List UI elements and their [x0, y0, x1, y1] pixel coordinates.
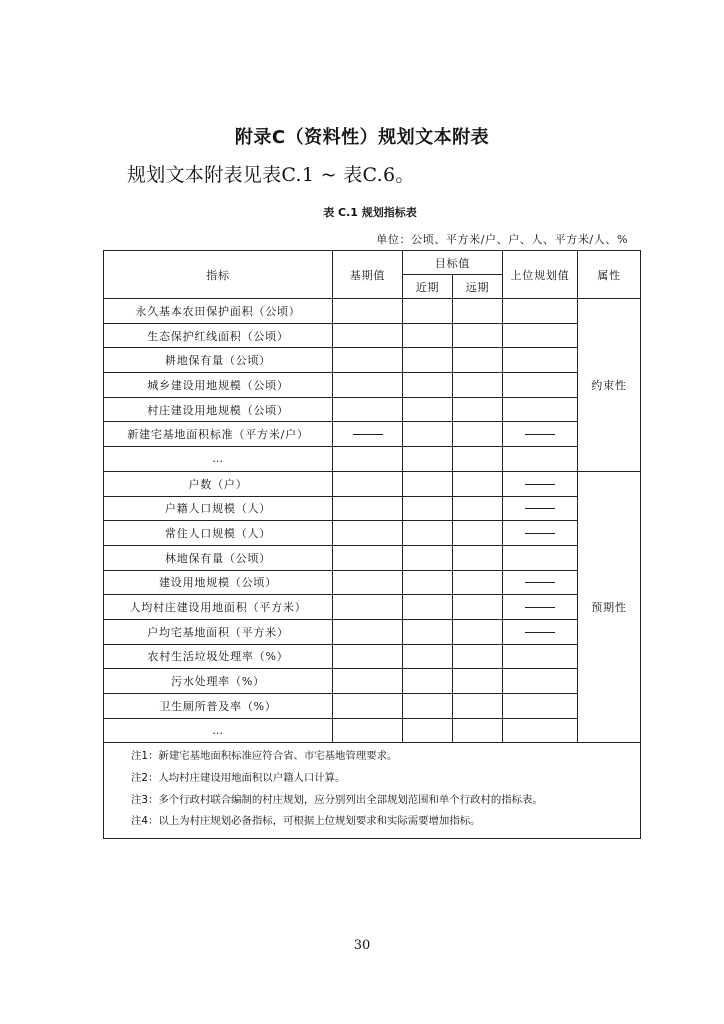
upper-plan-cell	[503, 373, 578, 398]
indicator-name: 户籍人口规模（人）	[104, 496, 333, 521]
near-term-cell	[403, 570, 453, 595]
near-term-cell	[403, 669, 453, 694]
near-term-cell	[403, 545, 453, 570]
base-value-cell	[333, 373, 403, 398]
long-term-cell	[453, 422, 503, 447]
not-applicable-dash	[525, 484, 555, 485]
indicator-name: 卫生厕所普及率（%）	[104, 694, 333, 719]
near-term-cell	[403, 323, 453, 348]
indicator-name: …	[104, 718, 333, 743]
base-value-cell	[333, 545, 403, 570]
base-value-cell	[333, 299, 403, 324]
long-term-cell	[453, 545, 503, 570]
table-notes	[104, 743, 641, 839]
upper-plan-cell	[503, 644, 578, 669]
long-term-cell	[453, 471, 503, 496]
indicator-name: 农村生活垃圾处理率（%）	[104, 644, 333, 669]
long-term-cell	[453, 397, 503, 422]
table-row	[104, 373, 641, 398]
not-applicable-dash	[525, 632, 555, 633]
planning-indicator-table	[103, 250, 641, 839]
indicator-name: …	[104, 447, 333, 472]
indicator-name: 林地保有量（公顷）	[104, 545, 333, 570]
header-base-value: 基期值	[333, 251, 403, 299]
intro-text: 规划文本附表见表C.1 ~ 表C.6。	[127, 164, 415, 186]
table-row	[104, 595, 641, 620]
base-value-cell	[333, 348, 403, 373]
upper-plan-cell	[503, 619, 578, 644]
upper-plan-cell	[503, 447, 578, 472]
indicator-name: 建设用地规模（公顷）	[104, 570, 333, 595]
near-term-cell	[403, 397, 453, 422]
header-indicator: 指标	[104, 251, 333, 299]
table-row	[104, 545, 641, 570]
upper-plan-cell	[503, 496, 578, 521]
indicator-name: 耕地保有量（公顷）	[104, 348, 333, 373]
base-value-cell	[333, 496, 403, 521]
note-2: 注2：人均村庄建设用地面积以户籍人口计算。	[131, 772, 346, 785]
near-term-cell	[403, 694, 453, 719]
base-value-cell	[333, 718, 403, 743]
base-value-cell	[333, 471, 403, 496]
near-term-cell	[403, 471, 453, 496]
not-applicable-dash	[353, 434, 383, 435]
upper-plan-cell	[503, 669, 578, 694]
base-value-cell	[333, 570, 403, 595]
table-row	[104, 669, 641, 694]
base-value-cell	[333, 397, 403, 422]
long-term-cell	[453, 669, 503, 694]
upper-plan-cell	[503, 299, 578, 324]
upper-plan-cell	[503, 422, 578, 447]
upper-plan-cell	[503, 545, 578, 570]
long-term-cell	[453, 644, 503, 669]
indicator-name: 污水处理率（%）	[104, 669, 333, 694]
table-body	[104, 299, 641, 743]
upper-plan-cell	[503, 521, 578, 546]
long-term-cell	[453, 521, 503, 546]
note-4: 注4：以上为村庄规划必备指标，可根据上位规划要求和实际需要增加指标。	[131, 815, 481, 828]
upper-plan-cell	[503, 397, 578, 422]
near-term-cell	[403, 422, 453, 447]
base-value-cell	[333, 694, 403, 719]
long-term-cell	[453, 323, 503, 348]
indicator-name: 村庄建设用地规模（公顷）	[104, 397, 333, 422]
long-term-cell	[453, 373, 503, 398]
base-value-cell	[333, 669, 403, 694]
attribute-cell: 预期性	[578, 471, 641, 743]
long-term-cell	[453, 619, 503, 644]
near-term-cell	[403, 644, 453, 669]
table-row	[104, 619, 641, 644]
header-attribute: 属性	[578, 251, 641, 299]
table-row	[104, 299, 641, 324]
header-upper-plan-value: 上位规划值	[503, 251, 578, 299]
note-3: 注3：多个行政村联合编制的村庄规划，应分别列出全部规划范围和单个行政村的指标表。	[131, 793, 543, 806]
table-row	[104, 422, 641, 447]
table-row	[104, 644, 641, 669]
unit-line: 单位：公顷、平方米/户、户、人、平方米/人、%	[376, 233, 628, 246]
note-1: 注1：新建宅基地面积标准应符合省、市宅基地管理要求。	[131, 750, 398, 763]
table-row	[104, 694, 641, 719]
indicator-name: 户均宅基地面积（平方米）	[104, 619, 333, 644]
indicator-name: 新建宅基地面积标准（平方米/户）	[104, 422, 333, 447]
near-term-cell	[403, 718, 453, 743]
upper-plan-cell	[503, 348, 578, 373]
indicator-name: 永久基本农田保护面积（公顷）	[104, 299, 333, 324]
notes-row	[104, 743, 641, 839]
long-term-cell	[453, 595, 503, 620]
near-term-cell	[403, 348, 453, 373]
indicator-name: 常住人口规模（人）	[104, 521, 333, 546]
header-target-value: 目标值	[403, 251, 503, 275]
indicator-name: 人均村庄建设用地面积（平方米）	[104, 595, 333, 620]
near-term-cell	[403, 521, 453, 546]
base-value-cell	[333, 323, 403, 348]
base-value-cell	[333, 521, 403, 546]
upper-plan-cell	[503, 595, 578, 620]
near-term-cell	[403, 496, 453, 521]
base-value-cell	[333, 447, 403, 472]
upper-plan-cell	[503, 718, 578, 743]
near-term-cell	[403, 595, 453, 620]
long-term-cell	[453, 447, 503, 472]
near-term-cell	[403, 373, 453, 398]
table-row	[104, 570, 641, 595]
table-row	[104, 471, 641, 496]
header-long-term: 远期	[453, 275, 503, 299]
upper-plan-cell	[503, 694, 578, 719]
table-caption: 表 C.1 规划指标表	[323, 206, 417, 219]
near-term-cell	[403, 619, 453, 644]
indicator-name: 城乡建设用地规模（公顷）	[104, 373, 333, 398]
long-term-cell	[453, 299, 503, 324]
near-term-cell	[403, 299, 453, 324]
long-term-cell	[453, 694, 503, 719]
not-applicable-dash	[525, 434, 555, 435]
base-value-cell	[333, 422, 403, 447]
upper-plan-cell	[503, 323, 578, 348]
not-applicable-dash	[525, 508, 555, 509]
table-row	[104, 447, 641, 472]
table-row	[104, 496, 641, 521]
appendix-title: 附录C（资料性）规划文本附表	[234, 127, 490, 148]
near-term-cell	[403, 447, 453, 472]
not-applicable-dash	[525, 607, 555, 608]
base-value-cell	[333, 619, 403, 644]
header-near-term: 近期	[403, 275, 453, 299]
page-number: 30	[353, 938, 371, 953]
not-applicable-dash	[525, 582, 555, 583]
table-row	[104, 397, 641, 422]
attribute-cell: 约束性	[578, 299, 641, 472]
long-term-cell	[453, 496, 503, 521]
base-value-cell	[333, 644, 403, 669]
not-applicable-dash	[525, 533, 555, 534]
long-term-cell	[453, 570, 503, 595]
indicator-name: 生态保护红线面积（公顷）	[104, 323, 333, 348]
table-header-row	[104, 251, 641, 275]
long-term-cell	[453, 718, 503, 743]
table-row	[104, 521, 641, 546]
upper-plan-cell	[503, 570, 578, 595]
table-row	[104, 323, 641, 348]
long-term-cell	[453, 348, 503, 373]
table-row	[104, 718, 641, 743]
upper-plan-cell	[503, 471, 578, 496]
base-value-cell	[333, 595, 403, 620]
indicator-name: 户数（户）	[104, 471, 333, 496]
table-row	[104, 348, 641, 373]
